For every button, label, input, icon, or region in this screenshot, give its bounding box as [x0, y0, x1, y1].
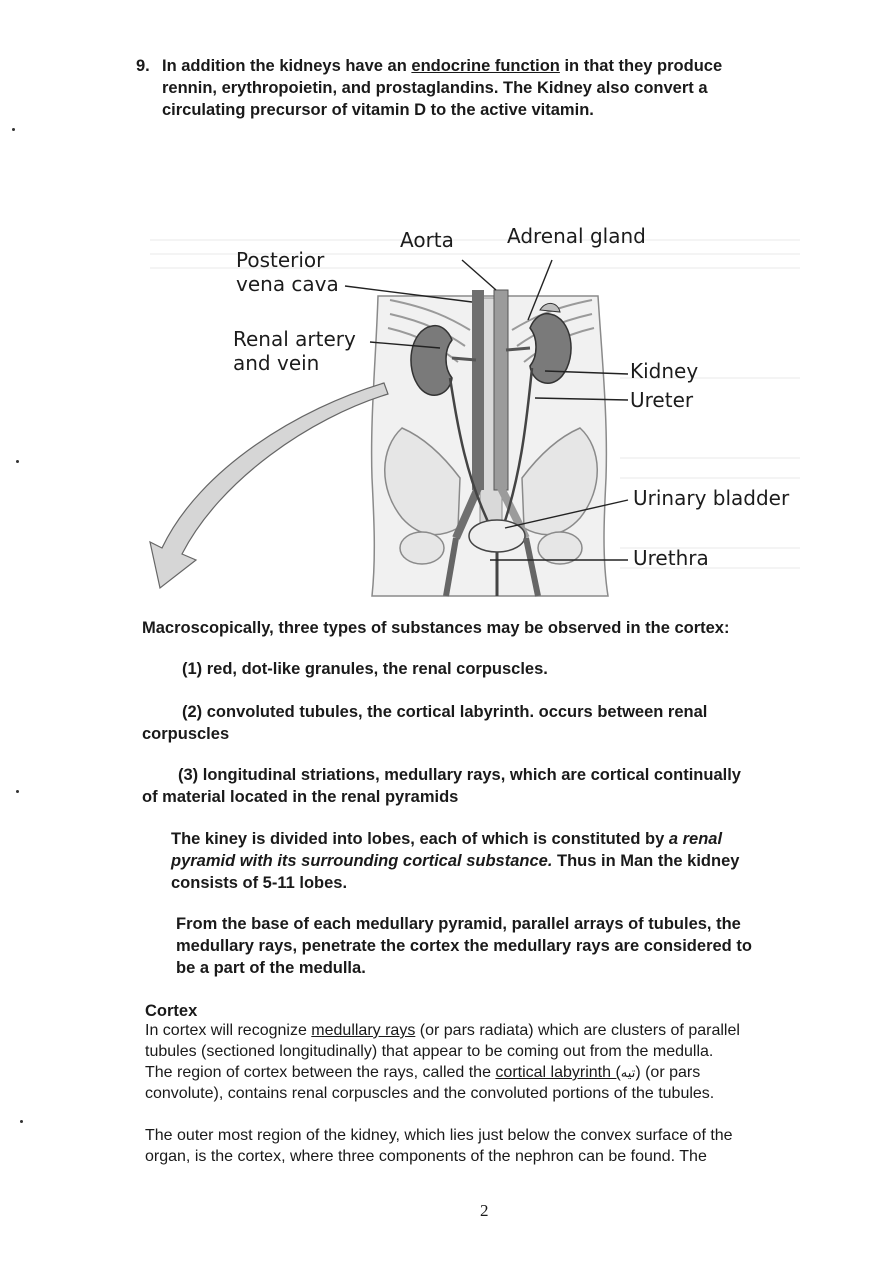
item-9-line-3: circulating precursor of vitamin D to the active vitamin.: [162, 101, 594, 119]
scan-speck: [12, 128, 15, 131]
cortex-p1-line-2: tubules (sectioned longitudinally) that appear to be coming out from the medulla.: [145, 1043, 714, 1060]
scan-speck: [16, 790, 19, 793]
lobes-line-3: consists of 5-11 lobes.: [171, 874, 348, 892]
item-9-text: in that they produce: [559, 57, 723, 75]
lobes-text: Thus in Man the kidney: [552, 852, 740, 870]
cortex-text: (or pars radiata) which are clusters of parallel: [415, 1022, 740, 1039]
macro-item-3-line-2: of material located in the renal pyramids: [142, 788, 459, 806]
medullary-rays-term: medullary rays: [311, 1022, 416, 1039]
aorta-label: Aorta: [400, 228, 454, 252]
posterior-vena-cava-label: [236, 248, 339, 296]
rays-line-2: medullary rays, penetrate the cortex the medullary rays are considered to: [176, 937, 752, 955]
scan-speck: [16, 460, 19, 463]
lobes-text: The kiney is divided into lobes, each of which is constituted by: [171, 830, 669, 848]
posterior-vena-cava-label-line-1: Posterior: [236, 248, 325, 272]
renal-artery-vein-label: [233, 327, 356, 375]
renal-artery-vein-label-line-2: and vein: [233, 351, 320, 375]
macro-item-1: (1) red, dot-like granules, the renal corpuscles.: [182, 660, 548, 678]
item-9-number: 9.: [136, 57, 150, 75]
renal-artery-vein-label-line-1: Renal artery: [233, 327, 356, 351]
lobes-line-1: [171, 828, 722, 850]
posterior-vena-cava-label-line-2: vena cava: [236, 272, 339, 296]
rays-line-3: be a part of the medulla.: [176, 959, 366, 977]
scan-speck: [20, 1120, 23, 1123]
macro-intro: Macroscopically, three types of substances may be observed in the cortex:: [142, 619, 730, 637]
urinary-system-figure: [140, 218, 820, 600]
kidney-label: Kidney: [630, 359, 699, 383]
page-number: 2: [480, 1201, 489, 1220]
lobes-emphasis: pyramid with its surrounding cortical substance.: [171, 852, 553, 870]
lobes-line-2: [171, 850, 739, 872]
cortex-p1-line-1: [145, 1020, 740, 1042]
item-9-line-1: [162, 55, 722, 77]
cortex-heading: Cortex: [145, 1002, 198, 1020]
lobes-emphasis: a renal: [668, 830, 723, 848]
adrenal-gland-label: Adrenal gland: [507, 224, 646, 248]
ureter-label: Ureter: [630, 388, 694, 412]
macro-item-3-line-1: (3) longitudinal striations, medullary rays, which are cortical continually: [178, 766, 741, 784]
macro-item-2-line-2: corpuscles: [142, 725, 230, 743]
cortex-p1-line-4: convolute), contains renal corpuscles and the convoluted portions of the tubules.: [145, 1085, 715, 1102]
rays-line-1: From the base of each medullary pyramid, parallel arrays of tubules, the: [176, 915, 741, 933]
item-9-text: In addition the kidneys have an: [162, 57, 412, 75]
arabic-term: تيه: [620, 1066, 636, 1081]
urethra-label: Urethra: [633, 546, 709, 570]
cortex-p2-line-1: The outer most region of the kidney, which lies just below the convex surface of the: [145, 1127, 733, 1144]
cortex-text: The region of cortex between the rays, called the: [145, 1064, 496, 1081]
cortex-text: In cortex will recognize: [145, 1022, 312, 1039]
cortex-p2-line-2: organ, is the cortex, where three components of the nephron can be found. The: [145, 1148, 707, 1165]
cortical-labyrinth-term: cortical labyrinth (: [495, 1064, 621, 1081]
item-9-line-2: rennin, erythropoietin, and prostaglandins. The Kidney also convert a: [162, 79, 708, 97]
urinary-bladder-label: Urinary bladder: [633, 486, 790, 510]
endocrine-function-link: endocrine function: [411, 57, 560, 75]
cortex-p1-line-3: [145, 1062, 700, 1085]
macro-item-2-line-1: (2) convoluted tubules, the cortical labyrinth. occurs between renal: [182, 703, 708, 721]
cortex-text: ) (or pars: [635, 1064, 701, 1081]
